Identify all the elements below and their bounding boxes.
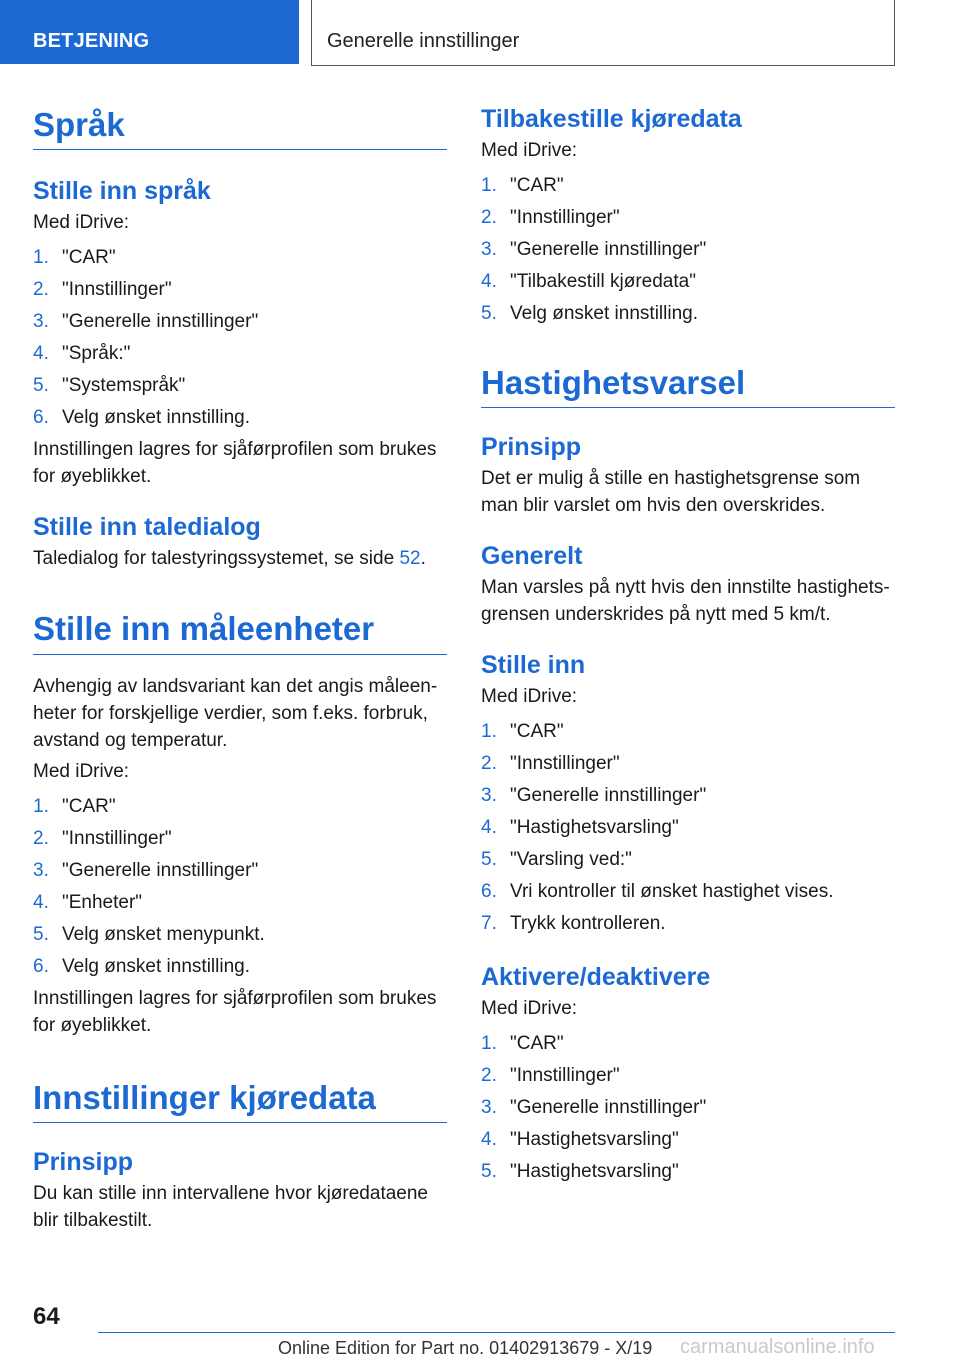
header-section-label: BETJENING	[33, 30, 150, 52]
list-item: 4. "Hastighetsvarsling"	[481, 817, 679, 839]
list-item: 3. "Generelle innstillinger"	[481, 785, 707, 807]
note-text: Innstillingen lagres for sjåførprofilen som brukes for øyeblikket.	[33, 439, 437, 488]
list-item: 2. "Innstillinger"	[33, 827, 172, 849]
list-item: 3. "Generelle innstillinger"	[481, 1097, 707, 1119]
intro-text: Med iDrive:	[33, 760, 130, 782]
list-item: 4. "Språk:"	[33, 343, 131, 365]
taledialog-text: Taledialog for talestyringssystemet, se side 52.	[33, 548, 426, 570]
intro-text: Med iDrive:	[481, 140, 578, 161]
list-item: 5. "Systemspråk"	[33, 375, 186, 397]
list-item: 1. "CAR"	[33, 795, 116, 817]
list-item: 6. Vri kontroller til ønsket hastighet vises.	[481, 881, 834, 903]
list-item: 4. "Hastighetsvarsling"	[481, 1129, 679, 1151]
heading-kjoredata: Innstillinger kjøredata	[33, 1077, 447, 1123]
left-column	[33, 104, 447, 1234]
prinsipp-text: Du kan stille inn intervallene hvor kjøredataene blir tilbakestilt.	[33, 1182, 428, 1231]
steps-list-sprak	[33, 242, 447, 434]
heading-maleenheter: Stille inn måleenheter	[33, 608, 447, 654]
heading-taledialog: Stille inn taledialog	[33, 513, 261, 542]
list-item: 6. Velg ønsket innstilling.	[33, 407, 250, 429]
list-item: 5. "Hastighetsvarsling"	[481, 1161, 679, 1183]
list-item: 5. "Varsling ved:"	[481, 849, 632, 871]
list-item: 2. "Innstillinger"	[481, 753, 620, 775]
list-item: 2. "Innstillinger"	[481, 1065, 620, 1087]
edition-text: Online Edition for Part no. 01402913679 - X/19	[278, 1338, 653, 1358]
heading-stille-inn-sprak: Stille inn språk	[33, 177, 211, 206]
heading-prinsipp: Prinsipp	[481, 433, 582, 462]
heading-hastighetsvarsel: Hastighetsvarsel	[481, 362, 895, 408]
maleenheter-text: Avhengig av landsvariant kan det angis måleen-heter for forskjellige verdier, som f.eks. forbruk, avstand og temperatur.	[33, 675, 438, 751]
heading-prinsipp: Prinsipp	[33, 1147, 134, 1176]
list-item: 6. Velg ønsket innstilling.	[33, 955, 250, 977]
list-item: 1. "CAR"	[481, 721, 564, 743]
header-chapter-box	[311, 0, 895, 66]
intro-text: Med iDrive:	[33, 212, 130, 234]
watermark: carmanualsonline.info	[680, 1336, 875, 1358]
list-item: 4. "Enheter"	[33, 891, 143, 913]
list-item: 5. Velg ønsket innstilling.	[481, 303, 698, 324]
list-item: 2. "Innstillinger"	[481, 207, 620, 228]
generelt-text: Man varsles på nytt hvis den innstilte hastighets-grensen underskrides på nytt med 5 km/t.	[481, 577, 890, 626]
heading-stille-inn: Stille inn	[481, 651, 586, 680]
list-item: 1. "CAR"	[481, 175, 564, 196]
list-item: 2. "Innstillinger"	[33, 279, 172, 301]
intro-text: Med iDrive:	[481, 998, 578, 1020]
note-text: Innstillingen lagres for sjåførprofilen som brukes for øyeblikket.	[33, 987, 437, 1036]
footer-divider	[98, 1332, 895, 1333]
list-item: 1. "CAR"	[33, 247, 116, 269]
list-item: 4. "Tilbakestill kjøredata"	[481, 271, 696, 292]
page-link[interactable]: 52	[399, 548, 421, 570]
heading-aktivere: Aktivere/deaktivere	[481, 963, 711, 992]
prinsipp-text: Det er mulig å stille en hastighetsgrense som man blir varslet om hvis den overskrides.	[481, 468, 861, 517]
right-column	[481, 104, 895, 1188]
steps-list-maleenheter	[33, 791, 447, 983]
list-item: 5. Velg ønsket menypunkt.	[33, 923, 265, 945]
list-item: 3. "Generelle innstillinger"	[481, 239, 707, 260]
steps-list-stille-inn	[481, 716, 895, 940]
steps-list-aktivere	[481, 1028, 895, 1188]
page-number: 64	[33, 1303, 60, 1330]
steps-list-tilbakestille	[481, 170, 895, 330]
list-item: 1. "CAR"	[481, 1033, 564, 1055]
heading-sprak: Språk	[33, 104, 447, 150]
heading-tilbakestille: Tilbakestille kjøredata	[481, 105, 742, 133]
header-chapter-label: Generelle innstillinger	[327, 30, 520, 52]
heading-generelt: Generelt	[481, 542, 583, 571]
header-section-tab	[0, 0, 299, 64]
list-item: 3. "Generelle innstillinger"	[33, 859, 259, 881]
list-item: 7. Trykk kontrolleren.	[481, 913, 666, 935]
list-item: 3. "Generelle innstillinger"	[33, 311, 259, 333]
intro-text: Med iDrive:	[481, 686, 578, 708]
